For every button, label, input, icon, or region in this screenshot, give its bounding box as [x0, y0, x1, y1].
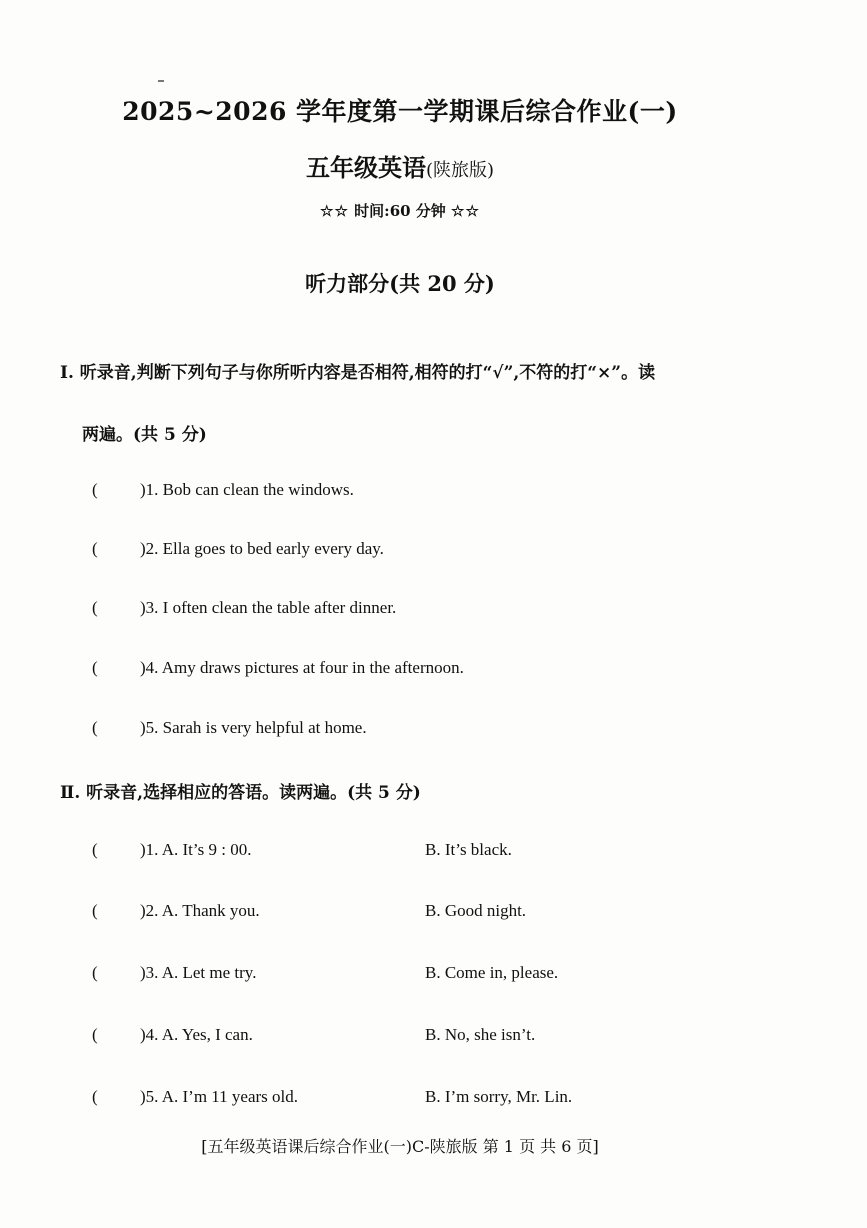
star-icon-right: ☆☆ [451, 202, 480, 220]
part1-question-5 [92, 718, 367, 738]
option-b: B. Good night. [425, 901, 527, 920]
time-line [0, 200, 800, 221]
answer-blank[interactable]: ( [92, 598, 98, 617]
answer-blank[interactable]: ( [92, 1025, 98, 1044]
option-a: )5. A. I’m 11 years old. [140, 1087, 299, 1106]
part2-instruction: Ⅱ. 听录音,选择相应的答语。读两遍。(共 5 分) [60, 783, 421, 803]
option-a: )2. A. Thank you. [140, 901, 260, 920]
answer-blank[interactable]: ( [92, 840, 98, 859]
part2-question-1 [92, 840, 512, 860]
subject-label: 五年级英语 [305, 153, 426, 182]
option-a: )4. A. Yes, I can. [140, 1025, 253, 1044]
answer-blank[interactable]: ( [92, 658, 98, 677]
option-b: B. I’m sorry, Mr. Lin. [425, 1087, 573, 1106]
answer-blank[interactable]: ( [92, 539, 98, 558]
page-footer: [五年级英语课后综合作业(一)C-陕旅版 第 1 页 共 6 页] [201, 1137, 599, 1156]
option-a: )3. A. Let me try. [140, 963, 257, 982]
part1-question-1 [92, 480, 354, 500]
question-text: )5. Sarah is very helpful at home. [140, 718, 367, 737]
listening-section-heading: 听力部分(共 20 分) [305, 271, 495, 296]
exam-title: 2025~2026 学年度第一学期课后综合作业(一) [122, 97, 678, 126]
part2-question-5 [92, 1087, 573, 1107]
part1-question-4 [92, 658, 464, 678]
question-text: )2. Ella goes to bed early every day. [140, 539, 384, 558]
question-text: )1. Bob can clean the windows. [140, 480, 354, 499]
edition-label: (陕旅版) [425, 160, 495, 181]
option-b: B. Come in, please. [425, 963, 559, 982]
answer-blank[interactable]: ( [92, 718, 98, 737]
part1-question-2 [92, 539, 384, 559]
option-a: )1. A. It’s 9 : 00. [140, 840, 252, 859]
answer-blank[interactable]: ( [92, 480, 98, 499]
part1-instruction-line2: 两遍。(共 5 分) [82, 425, 207, 445]
answer-blank[interactable]: ( [92, 1087, 98, 1106]
answer-blank[interactable]: ( [92, 963, 98, 982]
question-text: )4. Amy draws pictures at four in the afternoon. [140, 658, 464, 677]
question-text: )3. I often clean the table after dinner. [140, 598, 397, 617]
part2-question-3 [92, 963, 559, 983]
part2-question-2 [92, 901, 527, 921]
exam-subtitle [0, 148, 800, 183]
option-b: B. It’s black. [425, 840, 512, 859]
part1-question-3 [92, 598, 396, 618]
answer-blank[interactable]: ( [92, 901, 98, 920]
scan-mark [158, 80, 164, 82]
option-b: B. No, she isn’t. [425, 1025, 536, 1044]
star-icon-left: ☆☆ [320, 202, 349, 220]
part1-instruction-line1: Ⅰ. 听录音,判断下列句子与你所听内容是否相符,相符的打“√”,不符的打“×”。读 [60, 363, 656, 383]
time-limit: 时间:60 分钟 [354, 202, 446, 220]
part2-question-4 [92, 1025, 536, 1045]
